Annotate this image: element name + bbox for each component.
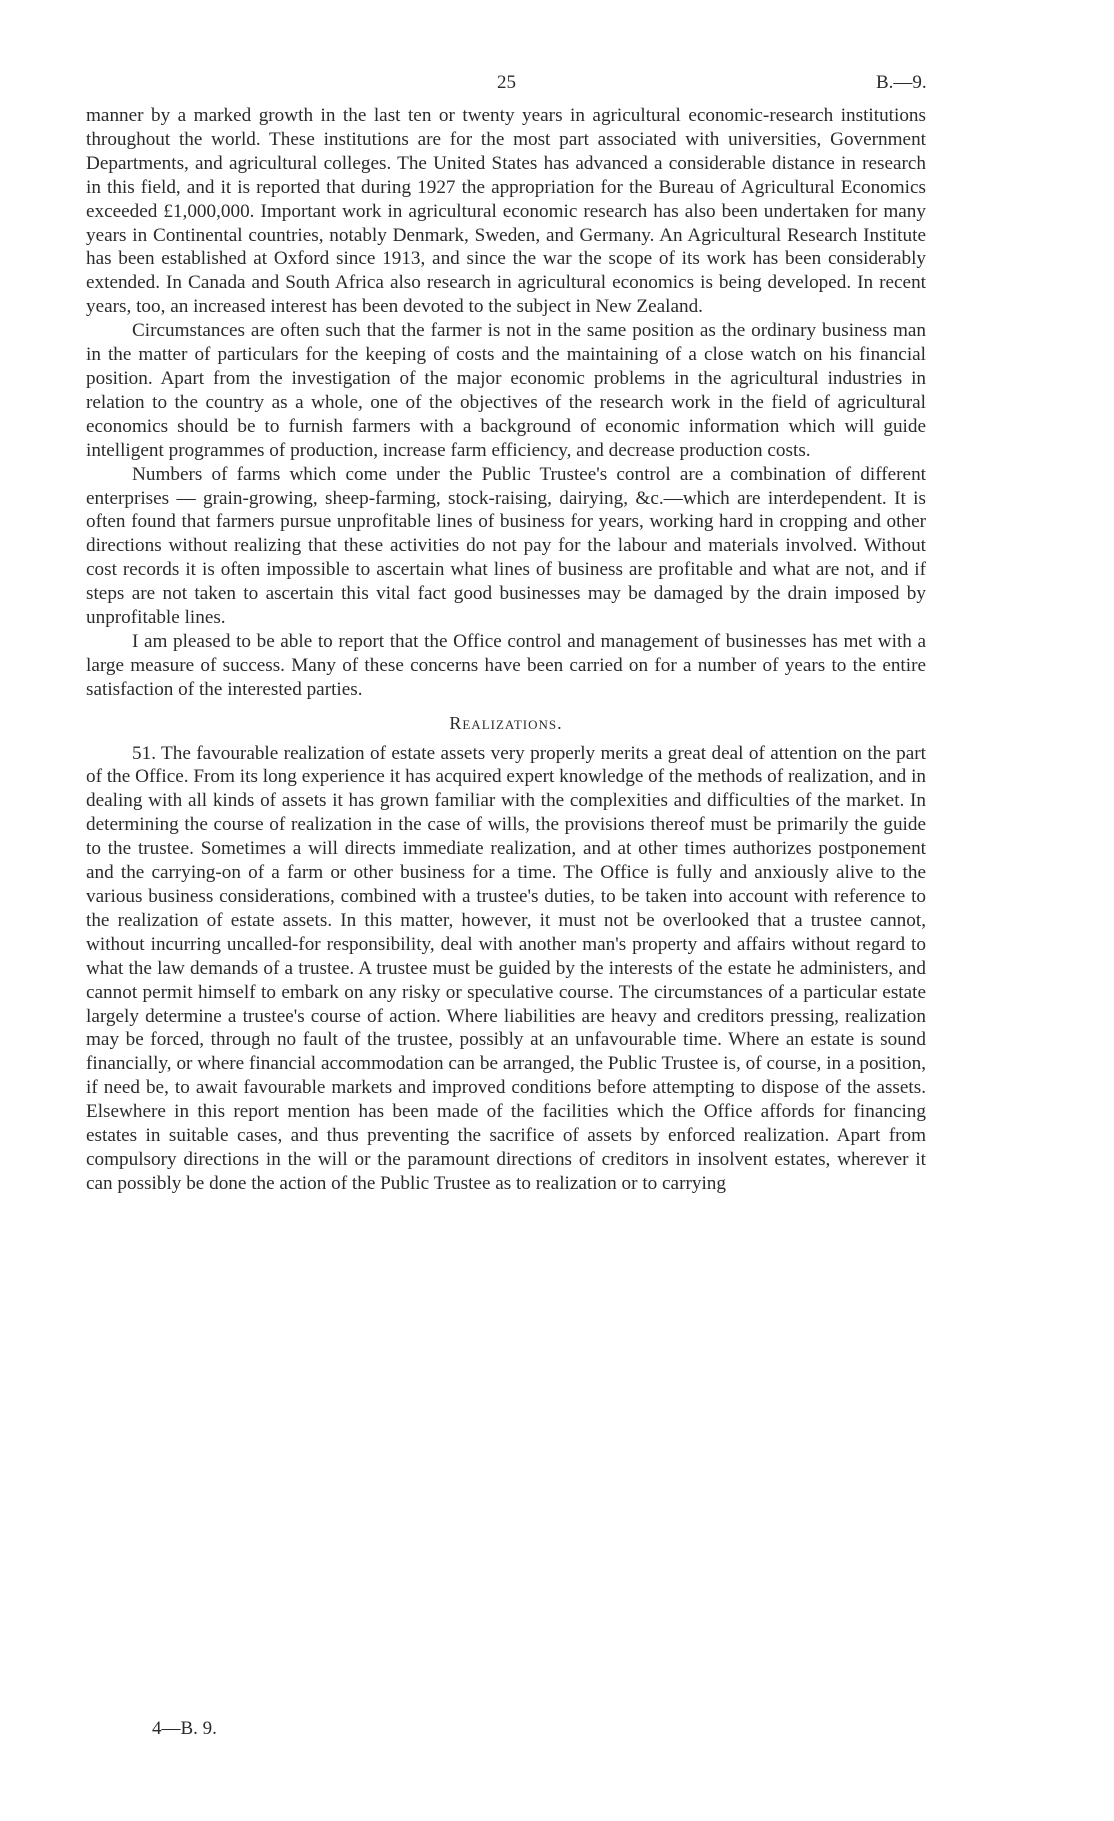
paragraph-continuation: manner by a marked growth in the last ten or twenty years in agricultural economic-research institutions throughout the world. These institutions are for the most part associated with universities, Government Departments, and agricultural colleges. The United States has advanced a considerable distance in research in this field, and it is reported that during 1927 the appropriation for the Bureau of Agricultural Economics exceeded £1,000,000. Important work in agricultural economic research has also been undertaken for many years in Continental countries, notably Denmark, Sweden, and Germany. An Agricultural Research Institute has been established at Oxford since 1913, and since the war the scope of its work has been considerably extended. In Canada and South Africa also research in agricultural economics is being developed. In recent years, too, an increased interest has been devoted to the subject in New Zealand. [86, 105, 926, 318]
paragraph-realizations: 51. The favourable realization of estate assets very properly merits a great deal of attention on the part of the Office. From its long experience it has acquired expert knowledge of the methods of realization, and in dealing with all kinds of assets it has grown familiar with the complexities and difficulties of the market. In determining the course of realization in the case of wills, the provisions thereof must be primarily the guide to the trustee. Sometimes a will directs immediate realization, and at other times authorizes postponement and the carrying-on of a farm or other business for a time. The Office is fully and anxiously alive to the various business considerations, combined with a trustee's duties, to be taken into account with reference to the realization of estate assets. In this matter, however, it must not be overlooked that a trustee cannot, without incurring uncalled-for responsibility, deal with another man's property and affairs without regard to what the law demands of a trustee. A trustee must be guided by the interests of the estate he administers, and cannot permit himself to embark on any risky or speculative course. The circumstances of a particular estate largely determine a trustee's course of action. Where liabilities are heavy and creditors pressing, realization may be forced, through no fault of the trustee, possibly at an unfavourable time. Where an estate is sound financially, or where financial accommodation can be arranged, the Public Trustee is, of course, in a position, if need be, to await favourable markets and improved conditions before attempting to dispose of the assets. Elsewhere in this report mention has been made of the facilities which the Office affords for financing estates in suitable cases, and thus preventing the sacrifice of assets by enforced realization. Apart from compulsory directions in the will or the paramount directions of creditors in insolvent estates, wherever it can possibly be done the action of the Public Trustee as to realization or to carrying [86, 742, 926, 1194]
paragraph-farm-enterprises: Numbers of farms which come under the Public Trustee's control are a combination of different enterprises — grain-growing, sheep-farming, stock-raising, dairying, &c.—which are interdependent. It is often found that farmers pursue unprofitable lines of business for years, working hard in cropping and other directions without realizing that these activities do not pay for the labour and materials involved. Without cost records it is often impossible to ascertain what lines of business are profitable and what are not, and if steps are not taken to ascertain this vital fact good businesses may be damaged by the drain imposed by unprofitable lines. [86, 463, 926, 629]
page-number: 25 [497, 72, 516, 93]
body-text [86, 104, 926, 1196]
section-heading: Realizations. [449, 712, 563, 733]
page-signature: 4—B. 9. [152, 1718, 217, 1739]
page-header [0, 72, 1114, 100]
paragraph-farmer-circumstances: Circumstances are often such that the farmer is not in the same position as the ordinary business man in the matter of particulars for the keeping of costs and the maintaining of a close watch on his financial position. Apart from the investigation of the major economic problems in the agricultural industries in relation to the country as a whole, one of the objectives of the research work in the field of agricultural economics should be to furnish farmers with a background of economic information which will guide intelligent programmes of production, increase farm efficiency, and decrease production costs. [86, 320, 926, 461]
document-reference: B.—9. [876, 72, 927, 93]
paragraph-office-control: I am pleased to be able to report that the Office control and management of businesses has met with a large measure of success. Many of these concerns have been carried on for a number of years to the entire satisfaction of the interested parties. [86, 630, 926, 700]
